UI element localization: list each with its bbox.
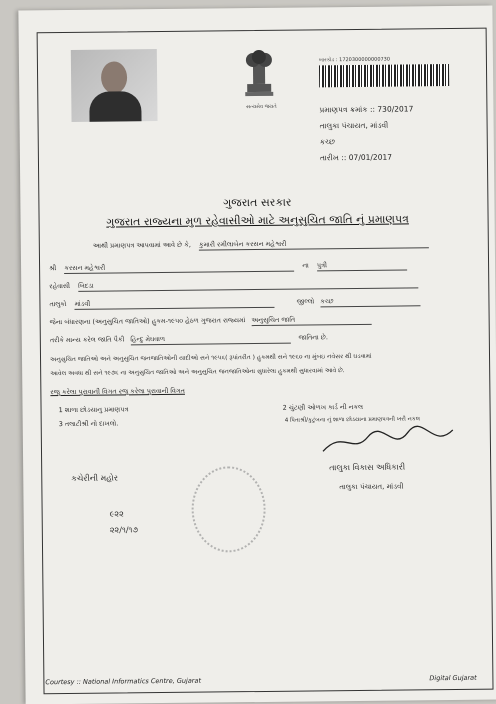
district: કચ્છ [320, 296, 420, 307]
caste-label: તરીકે માન્ય કરેલ જાતિ પૈકી [49, 335, 125, 345]
document-3: 3 તલાટીશ્રી નો દાખલો. [58, 419, 119, 429]
office-seal-label: કચેરીની મહોર [71, 473, 119, 483]
shri-label: શ્રી [49, 264, 57, 273]
issuing-office: તાલુકા પંચાયત, માંડવી [319, 120, 389, 131]
order-text: જેના બંધારણના (અનુસુચિત જાતિઓ) હુકમ-૧૯૫૦ હેઠળ ગુજરાત રાજ્યમાં [49, 316, 246, 327]
government-title: ગુજરાત સરકાર [223, 195, 292, 210]
handwritten-note-1: ૯૨૨ [109, 509, 124, 519]
footer-brand: Digital Gujarat [429, 673, 477, 683]
document-1: 1 શાળા છોડયાનુ પ્રમાણપત્ર [58, 405, 129, 415]
relation: પુત્રી [317, 260, 407, 271]
state-emblem-icon [239, 48, 280, 106]
village: બિદડા [78, 278, 418, 292]
paragraph-2: આવેલ અવધા થી સને ૧૯૭૬ ના અનુસુચિત જાતિઓ અને અનુસુચિત જનજાતિઓના સુધારેલા હુકમથી સુધારવામાં આવે છે. [50, 367, 345, 378]
certificate-number: પ્રમાણપત્ર ક્રમાંક :: 730/2017 [319, 104, 414, 115]
certificate-page [18, 6, 496, 704]
officer-title: તાલુકા વિકાસ અધિકારી [329, 462, 406, 473]
caste: હિન્દુ મેઘવાળ [130, 334, 290, 346]
document-4: 4 પિતાશ્રી/કુટુંબના નું શાળા છોડયાના પ્રમાણપત્રની ખરી નકલ [284, 416, 420, 424]
officer-signature [313, 424, 463, 460]
relation-suffix: ના [302, 261, 309, 270]
officer-office: તાલુકા પંચાયત, માંડવી [339, 482, 404, 492]
applicant-photo [71, 49, 158, 122]
taluka-label: તાલુકો [49, 300, 67, 309]
village-label: રહેવાસી [49, 281, 71, 291]
paragraph-1: અનુસુચિત જાતિઓ અને અનુસુચિત જનજાતિઓની યાદીઓ સને ૧૯૫૬( રૂપાંતરીત ) હુકમથી સને ૧૯૬૦ ના મુંબઇ નવેસર થી ઘડવામાં [50, 352, 372, 364]
intro-text: આથી પ્રમાણપત્ર આપવામાં આવે છે કે, [92, 240, 191, 250]
document-2: 2 ચુંટણી ઓળખ કાર્ડ ની નકલ [282, 402, 364, 412]
barcode-label: બારકોડ : 1720300000000730 [318, 56, 391, 64]
certificate-title: ગુજરાત રાજ્યના મુળ રહેવાસીઓ માટે અનુસુચિત જાતિ નું પ્રમાણપત્ર [106, 212, 409, 229]
district-label: જીલ્લો [296, 297, 315, 306]
footer-credit: Courtesy :: National Informatics Centre, Gujarat [45, 676, 202, 687]
issue-date: તારીખ :: 07/01/2017 [319, 152, 393, 163]
issuing-district: કચ્છ [319, 137, 335, 147]
emblem-caption: સત્યમેવ જયતે [246, 103, 277, 111]
caste-suffix: જાતિના છે. [298, 333, 328, 342]
candidate-name: કુમારી રમીલાબેન કરસન મહેશ્વરી [199, 238, 429, 250]
taluka: માંડવી [75, 298, 275, 310]
documents-heading: રજુ કરેલા પુરાવાની વિગત રજુ કરેલા પુરાવાની વિગત [50, 386, 185, 397]
father-name: કરસન મહેશ્વરી [64, 262, 294, 274]
category: અનુસુચિત જાતિ [251, 315, 371, 326]
barcode [319, 64, 449, 87]
office-seal [191, 466, 266, 553]
handwritten-note-2: ૨૨/૧/૧૭ [109, 525, 139, 535]
